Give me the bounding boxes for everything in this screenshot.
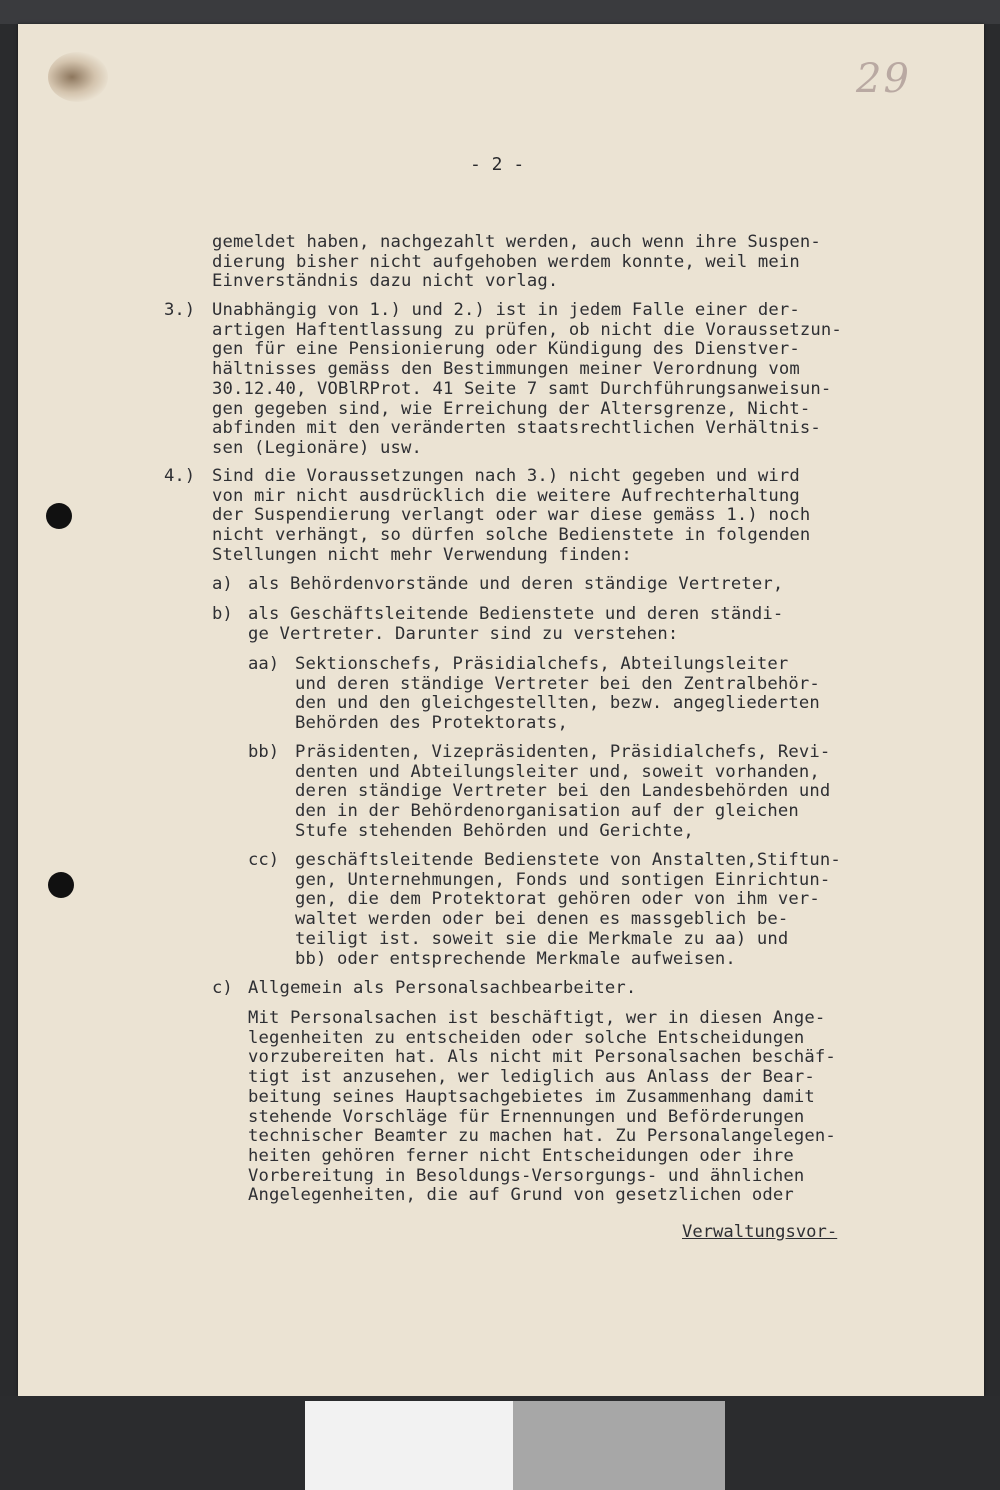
sub-a-label: a) — [212, 574, 233, 594]
text-line: waltet werden oder bei denen es massgeblich be- — [295, 909, 789, 930]
text-line: sen (Legionäre) usw. — [212, 437, 422, 458]
text-line: Einverständnis dazu nicht vorlag. — [212, 271, 559, 292]
text-line: Allgemein als Personalsachbearbeiter. — [248, 978, 637, 998]
text-line: Unabhängig von 1.) und 2.) ist in jedem Falle einer der- — [212, 300, 800, 320]
text-line: abfinden mit den veränderten staatsrechtlichen Verhältnis- — [212, 418, 821, 439]
text-line: legenheiten zu entscheiden oder solche Entscheidungen — [248, 1027, 805, 1048]
scan-background-top — [0, 0, 1000, 24]
text-line: deren ständige Vertreter bei den Landesbehörden und — [295, 781, 831, 802]
text-line: tigt ist anzusehen, wer lediglich aus Anlass der Bear- — [248, 1067, 815, 1088]
calibration-card-grey — [513, 1401, 725, 1490]
text-line: beitung seines Hauptsachgebietes im Zusammenhang damit — [248, 1086, 815, 1107]
text-line: und deren ständige Vertreter bei den Zentralbehör- — [295, 673, 820, 694]
text-line: gen für eine Pensionierung oder Kündigung des Dienstver- — [212, 339, 800, 360]
text-line: gen gegeben sind, wie Erreichung der Altersgrenze, Nicht- — [212, 398, 811, 419]
text-line: der Suspendierung verlangt oder war diese gemäss 1.) noch — [212, 505, 811, 526]
item4-label: 4.) — [164, 466, 196, 486]
text-line: geschäftsleitende Bedienstete von Anstalten,Stiftun- — [295, 850, 841, 870]
sub-b-label: b) — [212, 604, 233, 624]
text-line: vorzubereiten hat. Als nicht mit Personalsachen beschäf- — [248, 1047, 836, 1068]
text-line: technischer Beamter zu machen hat. Zu Personalangelegen- — [248, 1126, 836, 1147]
text-line: artigen Haftentlassung zu prüfen, ob nicht die Voraussetzun- — [212, 319, 842, 340]
handwritten-folio-number: 29 — [856, 56, 911, 102]
text-line: denten und Abteilungsleiter und, soweit vorhanden, — [295, 761, 820, 782]
text-line: Sektionschefs, Präsidialchefs, Abteilungsleiter — [295, 654, 789, 674]
text-line: gemeldet haben, nachgezahlt werden, auch wenn ihre Suspen- — [212, 232, 821, 252]
document-page — [18, 24, 984, 1396]
sub-bb-label: bb) — [248, 742, 280, 762]
calibration-card-white — [305, 1401, 513, 1490]
text-line: den in der Behördenorganisation auf der gleichen — [295, 801, 799, 822]
text-line: nicht verhängt, so dürfen solche Bedienstete in folgenden — [212, 525, 811, 546]
text-line: gen, die dem Protektorat gehören oder von ihm ver- — [295, 889, 820, 910]
text-line: stehende Vorschläge für Ernennungen und Beförderungen — [248, 1106, 805, 1127]
text-line: bb) oder entsprechende Merkmale aufweisen. — [295, 948, 736, 969]
text-line: Angelegenheiten, die auf Grund von gesetzlichen oder — [248, 1185, 794, 1206]
text-line: den und den gleichgestellten, bezw. angegliederten — [295, 693, 820, 714]
page-number: - 2 - — [470, 154, 525, 175]
text-line: Stellungen nicht mehr Verwendung finden: — [212, 544, 632, 565]
text-line: ge Vertreter. Darunter sind zu verstehen: — [248, 623, 679, 644]
text-line: gen, Unternehmungen, Fonds und sontigen Einrichtun- — [295, 869, 831, 890]
text-line: Stufe stehenden Behörden und Gerichte, — [295, 820, 694, 841]
text-line: Sind die Voraussetzungen nach 3.) nicht gegeben und wird — [212, 466, 800, 486]
text-line: Mit Personalsachen ist beschäftigt, wer in diesen Ange- — [248, 1008, 826, 1028]
sub-aa-label: aa) — [248, 654, 280, 674]
text-line: als Geschäftsleitende Bedienstete und deren ständi- — [248, 604, 784, 624]
item3-label: 3.) — [164, 300, 196, 320]
punch-hole-lower — [48, 872, 74, 898]
text-line: hältnisses gemäss den Bestimmungen meiner Verordnung vom — [212, 359, 800, 380]
text-line: heiten gehören ferner nicht Entscheidungen oder ihre — [248, 1145, 794, 1166]
sub-c-label: c) — [212, 978, 233, 998]
text-line: Präsidenten, Vizepräsidenten, Präsidialchefs, Revi- — [295, 742, 831, 762]
text-line: Vorbereitung in Besoldungs-Versorgungs- und ähnlichen — [248, 1165, 805, 1186]
text-line: teiligt ist. soweit sie die Merkmale zu aa) und — [295, 928, 789, 949]
sub-cc-label: cc) — [248, 850, 280, 870]
catchword: Verwaltungsvor- — [682, 1222, 838, 1242]
punch-hole-upper — [46, 503, 72, 529]
text-line: von mir nicht ausdrücklich die weitere Aufrechterhaltung — [212, 485, 800, 506]
text-line: Behörden des Protektorats, — [295, 713, 568, 734]
rust-stain — [48, 52, 108, 102]
text-line: 30.12.40, VOBlRProt. 41 Seite 7 samt Durchführungsanweisun- — [212, 378, 832, 399]
text-line: dierung bisher nicht aufgehoben werdem konnte, weil mein — [212, 251, 800, 272]
text-line: als Behördenvorstände und deren ständige Vertreter, — [248, 574, 784, 594]
